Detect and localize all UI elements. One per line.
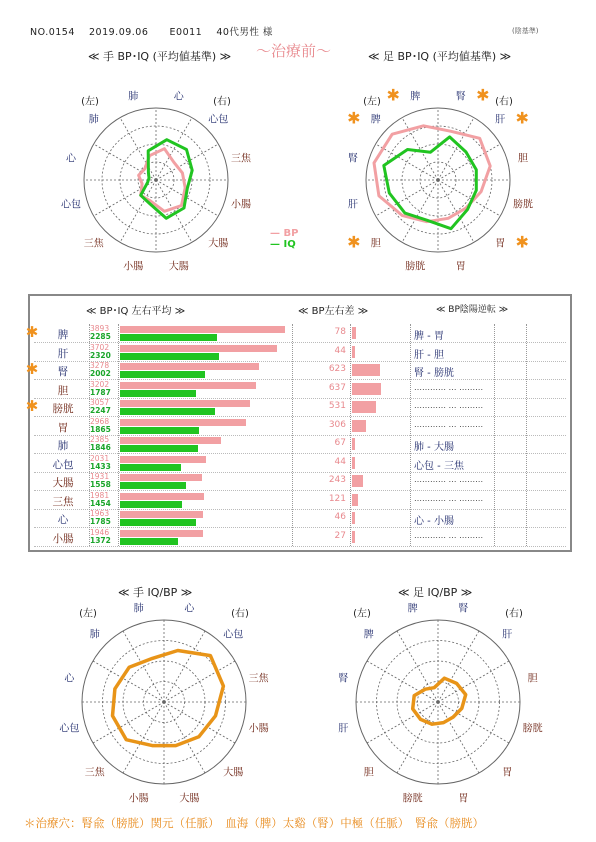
bp-value: 2968 — [90, 416, 110, 426]
star-marker: ✱ — [347, 108, 361, 128]
iq-value: 2320 — [90, 350, 111, 360]
iq-bar — [120, 408, 215, 415]
diff-value: 637 — [328, 382, 346, 393]
reversal-pair: 脾 - 胃 — [414, 331, 444, 342]
radar-axis-label: 心 — [173, 91, 184, 103]
bp-value: 1946 — [90, 527, 110, 537]
bp-bar — [120, 474, 202, 481]
diff-value: 27 — [334, 530, 346, 541]
iq-bar — [120, 501, 182, 508]
iq-bar — [120, 464, 181, 471]
diff-bar — [352, 438, 355, 450]
table-row — [30, 491, 570, 511]
diff-value: 67 — [334, 438, 346, 448]
diff-value: 531 — [328, 401, 346, 411]
bp-bar — [120, 382, 256, 389]
side-right-label: (右) — [213, 96, 231, 108]
diff-bar — [352, 401, 376, 413]
radar-spoke — [438, 180, 500, 216]
bp-bar — [120, 511, 203, 518]
radar-axis-label: 腎 — [338, 673, 349, 685]
iq-value: 2002 — [90, 369, 111, 378]
radar-axis-label: 胆 — [370, 238, 381, 250]
organ-label: 三焦 — [52, 495, 74, 508]
radar-axis-label: 脾 — [410, 91, 421, 103]
side-right-label: (右) — [495, 96, 513, 108]
radar-spoke — [438, 180, 474, 242]
organ-label: 心包 — [52, 458, 74, 471]
radar-axis-label: 心 — [184, 603, 195, 615]
radar-axis-label: 肝 — [347, 199, 358, 211]
record-number: NO.0154 — [30, 27, 75, 38]
radar-spoke — [438, 631, 479, 702]
organ-label: 膀胱 — [52, 403, 74, 415]
star-marker: ✱ — [25, 397, 39, 415]
radar-axis-label: 胆 — [527, 673, 538, 685]
radar-axis-label: 膀胱 — [513, 199, 533, 211]
radar-axis-label: 胃 — [502, 767, 513, 779]
radar-axis-label: 胆 — [363, 767, 374, 779]
reversal-pair: ………… … ……… — [414, 493, 484, 503]
star-marker: ✱ — [347, 232, 361, 252]
bp-value: 1931 — [90, 472, 110, 481]
radar-axis-label: 肺 — [89, 629, 100, 641]
iq-bar — [120, 390, 196, 397]
radar-axis-label: 肺 — [133, 603, 144, 615]
star-marker: ✱ — [386, 85, 400, 105]
radar-spoke — [397, 631, 438, 702]
organ-label: 小腸 — [52, 532, 74, 545]
star-marker: ✱ — [515, 108, 529, 128]
diff-bar — [352, 346, 355, 358]
iq-value: 1454 — [90, 498, 111, 508]
radar-axis-label: 小腸 — [128, 793, 149, 805]
table-row — [30, 509, 570, 529]
radar-axis-label: 心包 — [60, 199, 81, 211]
iq-value: 1865 — [90, 424, 111, 434]
radar-axis-label: 膀胱 — [405, 261, 426, 273]
iq-bar — [120, 482, 186, 489]
radar-axis-label: 腎 — [347, 153, 358, 165]
bp-bar — [120, 326, 285, 333]
foot-bpiq-radar — [366, 108, 510, 252]
side-right-label: (右) — [505, 608, 523, 620]
radar-spoke — [123, 702, 164, 773]
radar-axis-label: 小腸 — [123, 261, 144, 273]
diff-value: 46 — [334, 512, 346, 522]
radar-axis-label: 肝 — [495, 114, 506, 126]
diff-bar — [352, 383, 381, 395]
radar-axis-label: 小腸 — [231, 199, 251, 211]
radar-axis-label: 大腸 — [168, 261, 189, 273]
star-marker: ✱ — [25, 360, 39, 378]
organ-label: 脾 — [57, 329, 69, 341]
table-row — [30, 435, 570, 455]
radar-axis-label: 心 — [65, 153, 76, 165]
iq-bar — [120, 538, 178, 545]
diff-value: 243 — [328, 475, 346, 485]
organ-label: 胆 — [57, 384, 69, 397]
foot-iqbp-title: ≪ 足 IQ/BP ≫ — [398, 586, 473, 599]
bp-value: 3278 — [90, 361, 110, 370]
diff-value: 44 — [334, 456, 346, 467]
radar-axis-label: 大腸 — [223, 767, 244, 779]
bp-value: 2385 — [90, 435, 110, 444]
bp-bar — [120, 493, 204, 500]
reversal-pair: 肝 - 胆 — [414, 349, 444, 361]
table-head-average: ≪ BP･IQ 左右平均 ≫ — [86, 306, 186, 317]
diff-value: 306 — [328, 419, 346, 430]
table-row — [30, 417, 570, 437]
diff-bar — [352, 475, 363, 487]
radar-axis-label: 大腸 — [179, 793, 200, 805]
star-marker: ✱ — [515, 232, 529, 252]
record-date: 2019.09.06 — [89, 27, 149, 38]
table-row — [30, 343, 570, 363]
bp-value: 2031 — [90, 453, 110, 463]
bpiq-table — [25, 294, 572, 552]
iq-value: 1558 — [90, 480, 111, 489]
record-code: E0011 — [169, 27, 203, 38]
diff-bar — [352, 327, 356, 339]
organ-label: 肺 — [57, 440, 69, 452]
organ-label: 心 — [57, 514, 69, 526]
radar-axis-label: 胃 — [458, 793, 469, 805]
radar-axis-label: 小腸 — [248, 723, 269, 735]
diff-bar — [352, 420, 366, 432]
bp-bar — [120, 437, 221, 444]
bp-bar — [120, 456, 206, 463]
side-left-label: (左) — [363, 96, 381, 108]
radar-spoke — [402, 180, 438, 242]
foot-bpiq-title: ≪ 足 BP･IQ (平均値基準) ≫ — [368, 50, 512, 63]
radar-axis-label: 胃 — [495, 238, 506, 250]
radar-axis-label: 三焦 — [83, 238, 104, 250]
radar-spoke — [164, 661, 235, 702]
radar-axis-label: 脾 — [370, 114, 381, 126]
diff-value: 78 — [334, 327, 346, 337]
bp-value: 3702 — [90, 342, 110, 352]
organ-label: 胃 — [57, 421, 69, 434]
diff-value: 121 — [328, 493, 346, 504]
radar-axis-label: 腎 — [455, 91, 466, 103]
radar-axis-label: 三焦 — [231, 153, 251, 165]
iq-value: 1846 — [90, 443, 111, 452]
iq-bar — [120, 353, 219, 360]
radar-axis-label: 膀胱 — [522, 723, 543, 735]
radar-spoke — [376, 180, 438, 216]
radar-spoke — [438, 702, 509, 743]
diff-bar — [352, 494, 358, 506]
side-left-label: (左) — [353, 608, 371, 620]
iq-bar — [120, 371, 205, 378]
table-row — [25, 360, 570, 381]
bp-bar — [120, 419, 246, 426]
radar-axis-label: 膀胱 — [402, 793, 423, 805]
organ-label: 大腸 — [52, 477, 74, 489]
iq-value: 2247 — [90, 406, 111, 415]
radar-axis-label: 腎 — [458, 603, 469, 615]
main-title: 〜治療前〜 — [256, 42, 332, 60]
radar-spoke — [438, 118, 474, 180]
radar-axis-label: 心 — [64, 673, 75, 685]
radar-spoke — [93, 702, 164, 743]
reversal-pair: 腎 - 膀胱 — [414, 368, 454, 379]
table-head-reversal: ≪ BP陰陽逆転 ≫ — [436, 305, 509, 315]
patient-name: 40代男性 様 — [216, 27, 273, 38]
iq-bar — [120, 445, 198, 452]
iq-bar — [120, 519, 196, 526]
radar-axis-label: 心包 — [208, 114, 229, 126]
iq-value: 1785 — [90, 517, 111, 526]
diff-value: 623 — [328, 364, 346, 374]
bp-bar — [120, 345, 277, 352]
radar-spoke — [367, 661, 438, 702]
reversal-pair: ………… … ……… — [414, 530, 484, 540]
radar-axis-label: 大腸 — [208, 238, 229, 250]
radar-axis-label: 心包 — [59, 723, 80, 735]
radar-series-iqbp — [113, 651, 224, 746]
reversal-pair: ………… … ……… — [414, 382, 484, 392]
hand-iqbp-title: ≪ 手 IQ/BP ≫ — [118, 586, 193, 599]
bp-value: 3202 — [90, 379, 110, 389]
reversal-pair: ………… … ……… — [414, 475, 484, 484]
organ-label: 腎 — [57, 366, 69, 378]
star-marker: ✱ — [476, 85, 490, 105]
diff-bar — [352, 512, 355, 524]
radar-axis-label: 三焦 — [84, 767, 105, 779]
radar-axis-label: 胃 — [455, 261, 466, 273]
bp-value: 1981 — [90, 490, 110, 500]
radar-series-bp — [374, 126, 490, 222]
radar-axis-label: 肺 — [88, 114, 99, 126]
organ-label: 肝 — [57, 347, 69, 360]
iq-value: 1372 — [90, 535, 111, 545]
table-row — [25, 323, 570, 344]
bp-value: 3057 — [90, 398, 110, 407]
iq-value: 2285 — [90, 332, 111, 341]
reversal-pair: 肺 - 大腸 — [414, 442, 454, 453]
table-row — [30, 380, 570, 400]
table-row — [30, 454, 570, 474]
hand-bpiq-title: ≪ 手 BP･IQ (平均値基準) ≫ — [88, 50, 232, 63]
side-left-label: (左) — [81, 96, 99, 108]
iq-value: 1433 — [90, 461, 111, 471]
radar-axis-label: 肺 — [128, 91, 139, 103]
radar-axis-label: 心包 — [223, 629, 244, 641]
radar-spoke — [438, 144, 500, 180]
side-left-label: (左) — [79, 608, 97, 620]
legend-bp: — BP — [270, 228, 299, 239]
radar-axis-label: 三焦 — [248, 673, 269, 685]
radar-axis-label: 脾 — [363, 629, 374, 641]
iq-value: 1787 — [90, 387, 111, 397]
reversal-pair: ………… … ……… — [414, 401, 484, 410]
star-marker: ✱ — [25, 323, 39, 341]
foot-iqbp-radar — [356, 620, 520, 784]
bp-bar — [120, 400, 250, 407]
diff-bar — [352, 364, 380, 376]
reversal-pair: 心 - 小腸 — [414, 516, 454, 527]
radar-axis-label: 肝 — [338, 723, 349, 735]
hand-iqbp-radar — [82, 620, 246, 784]
iq-bar — [120, 427, 199, 434]
side-right-label: (右) — [231, 608, 249, 620]
table-row — [25, 397, 570, 418]
baseline-note: (陰基準) — [512, 27, 539, 35]
radar-axis-label: 胆 — [518, 153, 528, 165]
table-head-difference: ≪ BP左右差 ≫ — [298, 306, 369, 317]
radar-spoke — [120, 180, 156, 242]
bp-value: 3893 — [90, 324, 110, 333]
radar-axis-label: 肝 — [502, 629, 513, 641]
reversal-pair: 心包 - 三焦 — [414, 460, 464, 472]
table-row — [30, 528, 570, 548]
hand-bpiq-radar — [84, 108, 228, 252]
iq-bar — [120, 334, 217, 341]
diff-bar — [352, 531, 355, 543]
diff-value: 44 — [334, 345, 346, 356]
legend-iq: — IQ — [270, 239, 296, 250]
treatment-points: ＊治療穴：腎兪（膀胱）関元（任脈） 血海（脾）太谿（腎）中極（任脈） 腎兪（膀胱） — [24, 816, 484, 830]
diff-bar — [352, 457, 355, 469]
reversal-pair: ………… … ……… — [414, 419, 484, 429]
radar-spoke — [164, 631, 205, 702]
bp-value: 1963 — [90, 509, 110, 518]
radar-axis-label: 脾 — [407, 603, 418, 615]
table-row — [30, 472, 570, 492]
bp-bar — [120, 530, 203, 537]
bp-bar — [120, 363, 259, 370]
legend — [270, 228, 298, 250]
